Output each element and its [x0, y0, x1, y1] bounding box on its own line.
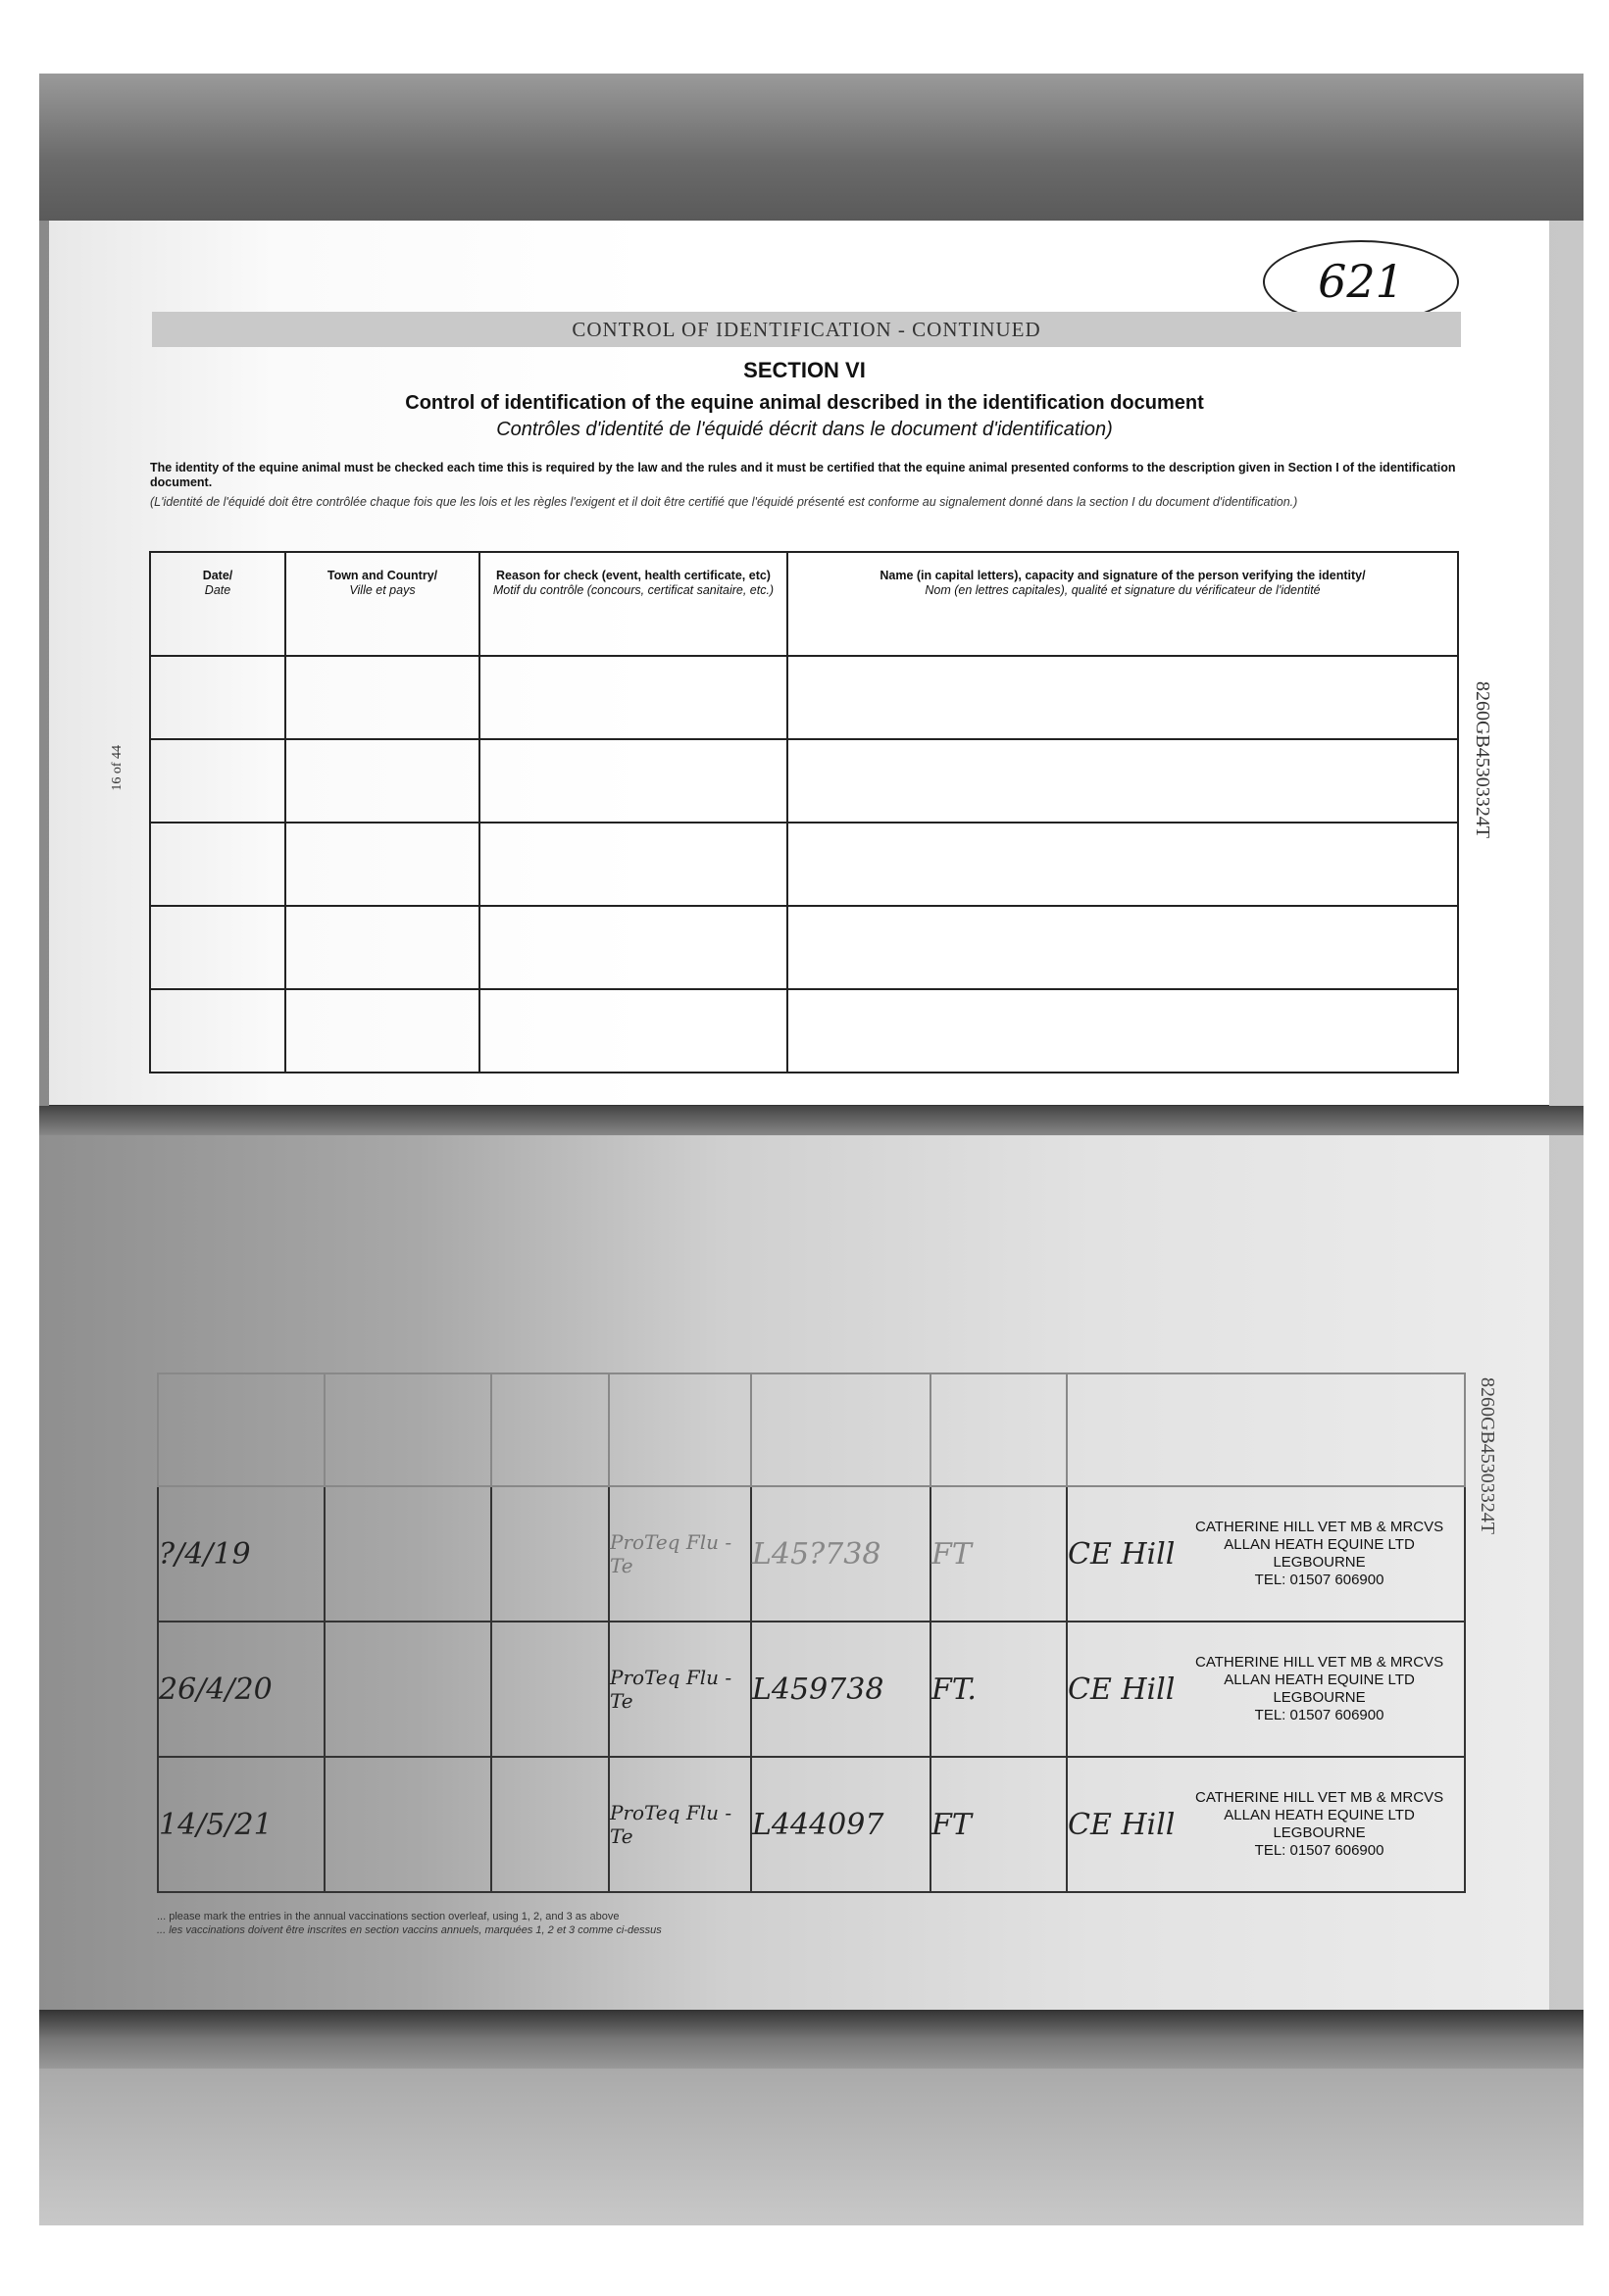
footnote-fr: ... les vaccinations doivent être inscrites en section vaccins annuels, marquées 1, 2 et 3 comme ci-dessus: [157, 1924, 662, 1936]
signature: CE Hill: [1068, 1807, 1176, 1842]
vacc-product: ProTeq Flu - Te: [609, 1486, 751, 1622]
vet-stamp: CATHERINE HILL VET MB & MRCVS ALLAN HEATH EQUINE LTD LEGBOURNE TEL: 01507 606900: [1195, 1654, 1444, 1723]
circled-page-mark: 621: [1263, 240, 1459, 324]
table-row: [150, 989, 1458, 1073]
note-fr: (L'identité de l'équidé doit être contrôlée chaque fois que les lois et les règles l'exigent et il doit être certifié que l'équidé présenté est conforme au signalement donné dans la section I du document d'identification.): [150, 495, 1298, 509]
scan-bottom-edge: [39, 2010, 1584, 2069]
table-header: [158, 1373, 1465, 1486]
table-row: [150, 823, 1458, 906]
col-date: Date/ Date: [150, 552, 285, 656]
scan-top-edge: [39, 74, 1584, 221]
table-row: [158, 1622, 1465, 1757]
document-id: 8260GB45303324T: [1472, 681, 1493, 838]
title-fr: Contrôles d'identité de l'équidé décrit dans le document d'identification): [496, 419, 1113, 440]
table-row: [150, 906, 1458, 989]
scan-bottom-area: [39, 2069, 1584, 2225]
footnote: [157, 1910, 1137, 1937]
vacc-route: FT: [930, 1486, 1067, 1622]
document-id-lower: 8260GB45303324T: [1477, 1377, 1498, 1534]
vacc-product: ProTeq Flu - Te: [609, 1622, 751, 1757]
identity-check-table: [149, 551, 1459, 1073]
vet-stamp: CATHERINE HILL VET MB & MRCVS ALLAN HEATH EQUINE LTD LEGBOURNE TEL: 01507 606900: [1195, 1789, 1444, 1859]
header-bar: CONTROL OF IDENTIFICATION - CONTINUED: [152, 312, 1461, 347]
page-fold: [39, 1106, 1584, 1135]
col-reason: Reason for check (event, health certificate, etc) Motif du contrôle (concours, certificat sanitaire, etc.): [479, 552, 787, 656]
vacc-batch: L45?738: [751, 1486, 930, 1622]
col-name: Name (in capital letters), capacity and signature of the person verifying the identity/ Nom (en lettres capitales), qualité et signature du vérificateur de l'identité: [787, 552, 1458, 656]
table-row: [158, 1757, 1465, 1892]
vacc-batch: L444097: [751, 1757, 930, 1892]
title-en: Control of identification of the equine animal described in the identification document: [405, 392, 1204, 414]
vacc-route: FT.: [930, 1622, 1067, 1757]
section-title: SECTION VI: [743, 358, 866, 382]
vacc-date: 14/5/21: [158, 1757, 325, 1892]
signature: CE Hill: [1068, 1536, 1176, 1572]
table-row: [158, 1486, 1465, 1622]
vaccination-table: [157, 1373, 1466, 1893]
vet-stamp: CATHERINE HILL VET MB & MRCVS ALLAN HEATH EQUINE LTD LEGBOURNE TEL: 01507 606900: [1195, 1519, 1444, 1588]
vacc-route: FT: [930, 1757, 1067, 1892]
signature: CE Hill: [1068, 1672, 1176, 1707]
vacc-batch: L459738: [751, 1622, 930, 1757]
col-town: Town and Country/ Ville et pays: [285, 552, 479, 656]
vacc-date: 26/4/20: [158, 1622, 325, 1757]
table-header: [150, 552, 1458, 656]
table-row: [150, 739, 1458, 823]
page-number: 16 of 44: [110, 745, 125, 791]
vacc-product: ProTeq Flu - Te: [609, 1757, 751, 1892]
note-en: The identity of the equine animal must be checked each time this is required by the law and the rules and it must be certified that the equine animal presented conforms to the description given in Section I of the identification document.: [150, 461, 1456, 489]
vacc-date: ?/4/19: [158, 1486, 325, 1622]
table-row: [150, 656, 1458, 739]
footnote-en: ... please mark the entries in the annual vaccinations section overleaf, using 1, 2, and 3 as above: [157, 1911, 620, 1922]
